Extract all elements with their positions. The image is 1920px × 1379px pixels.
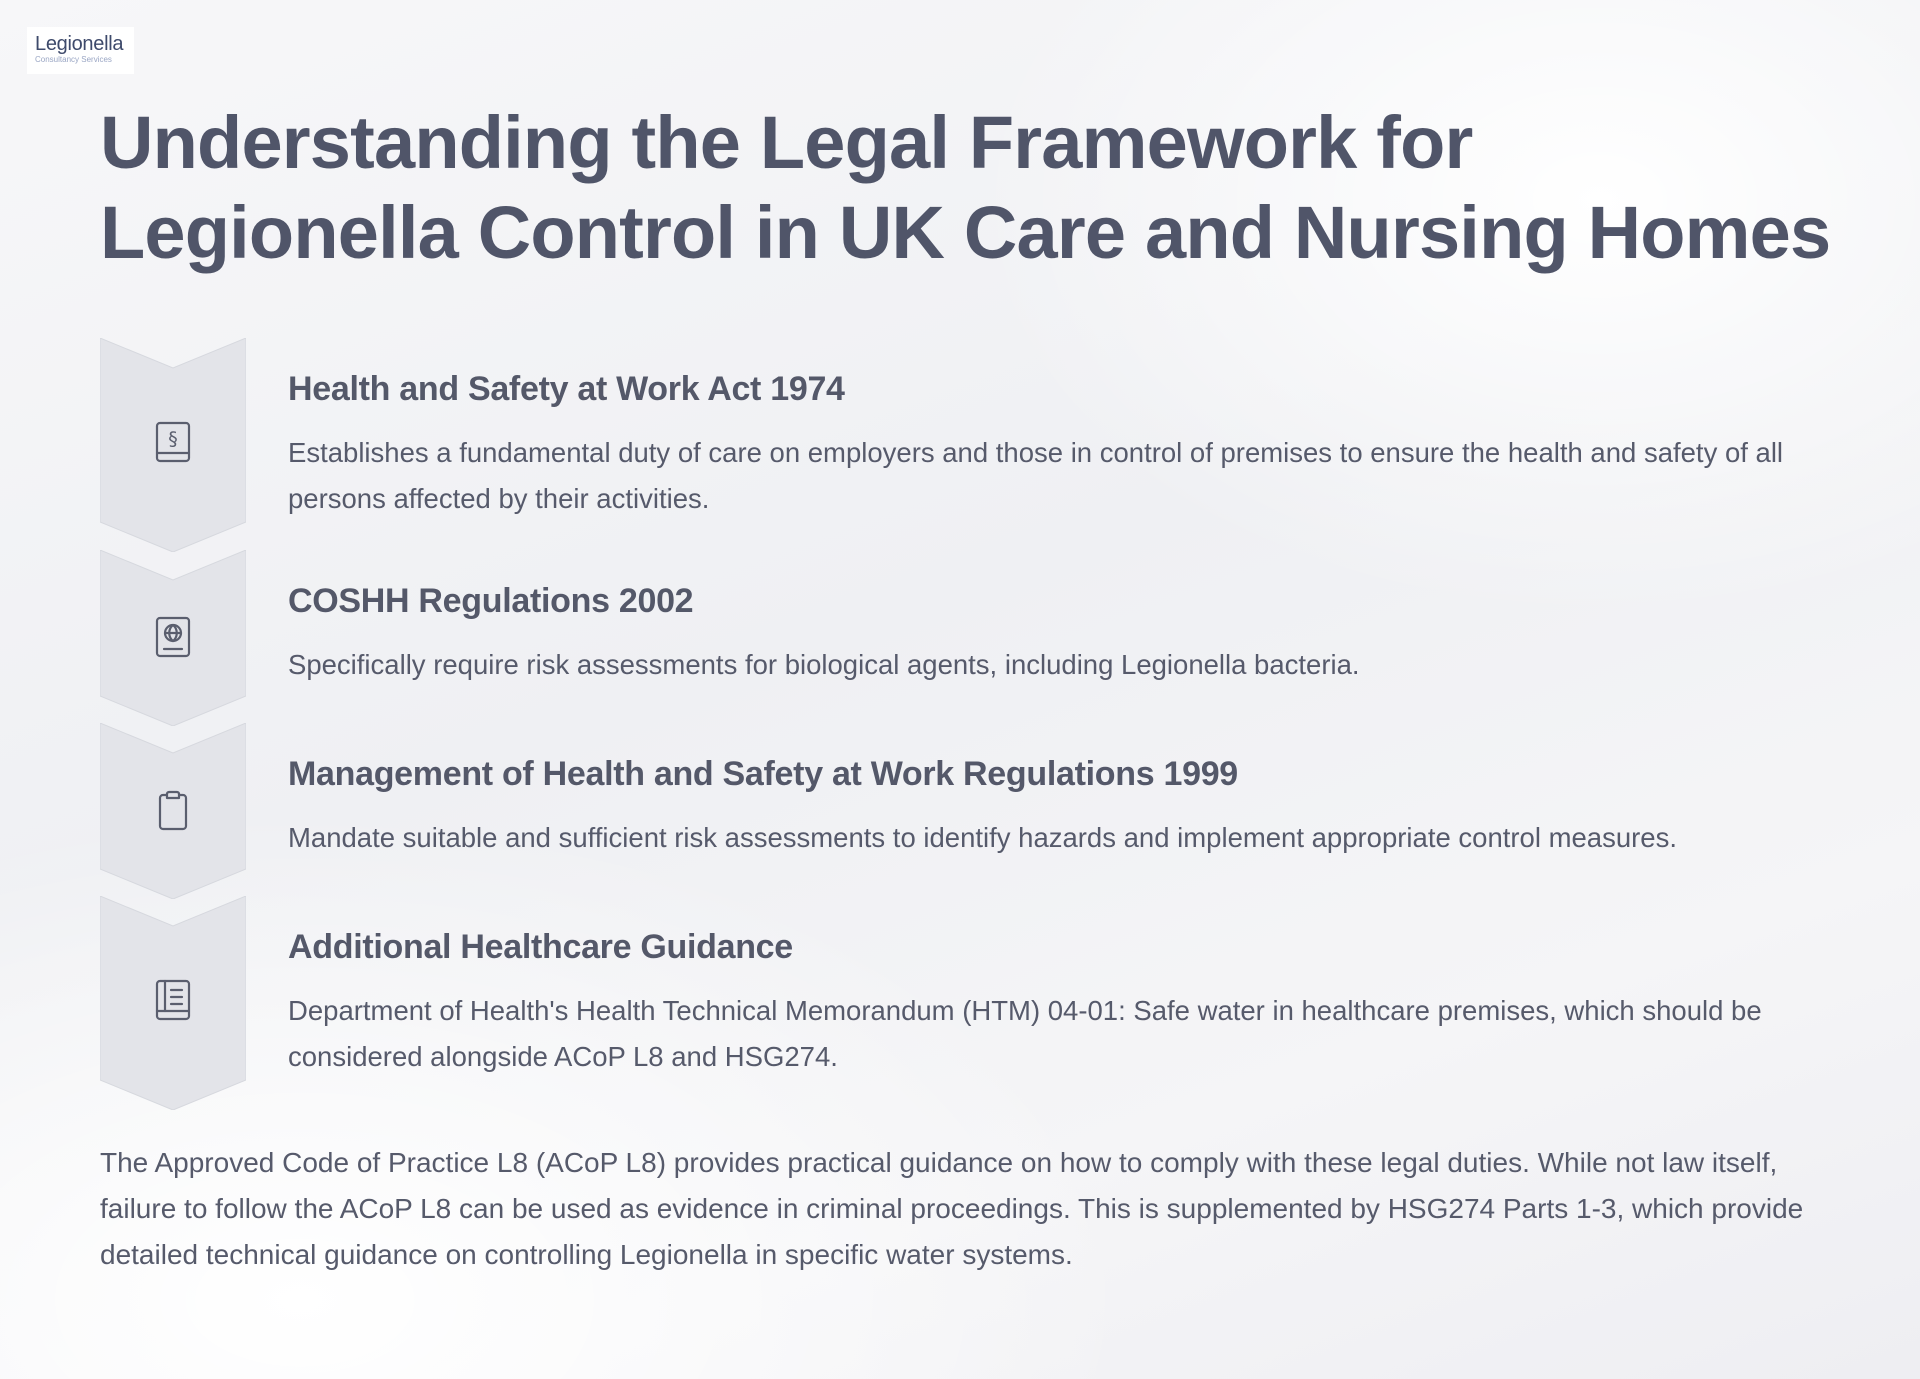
logo-tagline: Consultancy Services bbox=[35, 55, 112, 64]
svg-text:§: § bbox=[168, 428, 178, 450]
step-title: Health and Safety at Work Act 1974 bbox=[288, 370, 845, 408]
step-title: Management of Health and Safety at Work Regulations 1999 bbox=[288, 755, 1238, 793]
company-logo bbox=[27, 27, 134, 74]
step-title: COSHH Regulations 2002 bbox=[288, 582, 694, 620]
law-book-icon bbox=[151, 420, 195, 464]
step-description: Specifically require risk assessments for biological agents, including Legionella bacteria. bbox=[288, 649, 1360, 680]
page-title: Understanding the Legal Framework for Legionella Control in UK Care and Nursing Homes bbox=[100, 101, 1831, 274]
acop-l8-summary: The Approved Code of Practice L8 (ACoP L8) provides practical guidance on how to comply with these legal duties. While not law itself, failure to follow the ACoP L8 can be used as evidence in criminal proceedings. This is supplemented by HSG274 Parts 1-3, which provide detailed technical guidance on controlling Legionella in specific water systems. bbox=[100, 1147, 1804, 1270]
step-description: Mandate suitable and sufficient risk assessments to identify hazards and implement appropriate control measures. bbox=[288, 822, 1677, 853]
step-description: Department of Health's Health Technical Memorandum (HTM) 04-01: Safe water in healthcare premises, which should be considered alongside ACoP L8 and HSG274. bbox=[288, 995, 1762, 1072]
step-description: Establishes a fundamental duty of care on employers and those in control of premises to ensure the health and safety of all persons affected by their activities. bbox=[288, 437, 1784, 514]
document-book-icon bbox=[151, 978, 195, 1022]
logo-name: Legionella bbox=[35, 33, 124, 55]
globe-book-icon bbox=[151, 615, 195, 659]
clipboard-icon bbox=[151, 788, 195, 832]
step-title: Additional Healthcare Guidance bbox=[288, 928, 793, 966]
